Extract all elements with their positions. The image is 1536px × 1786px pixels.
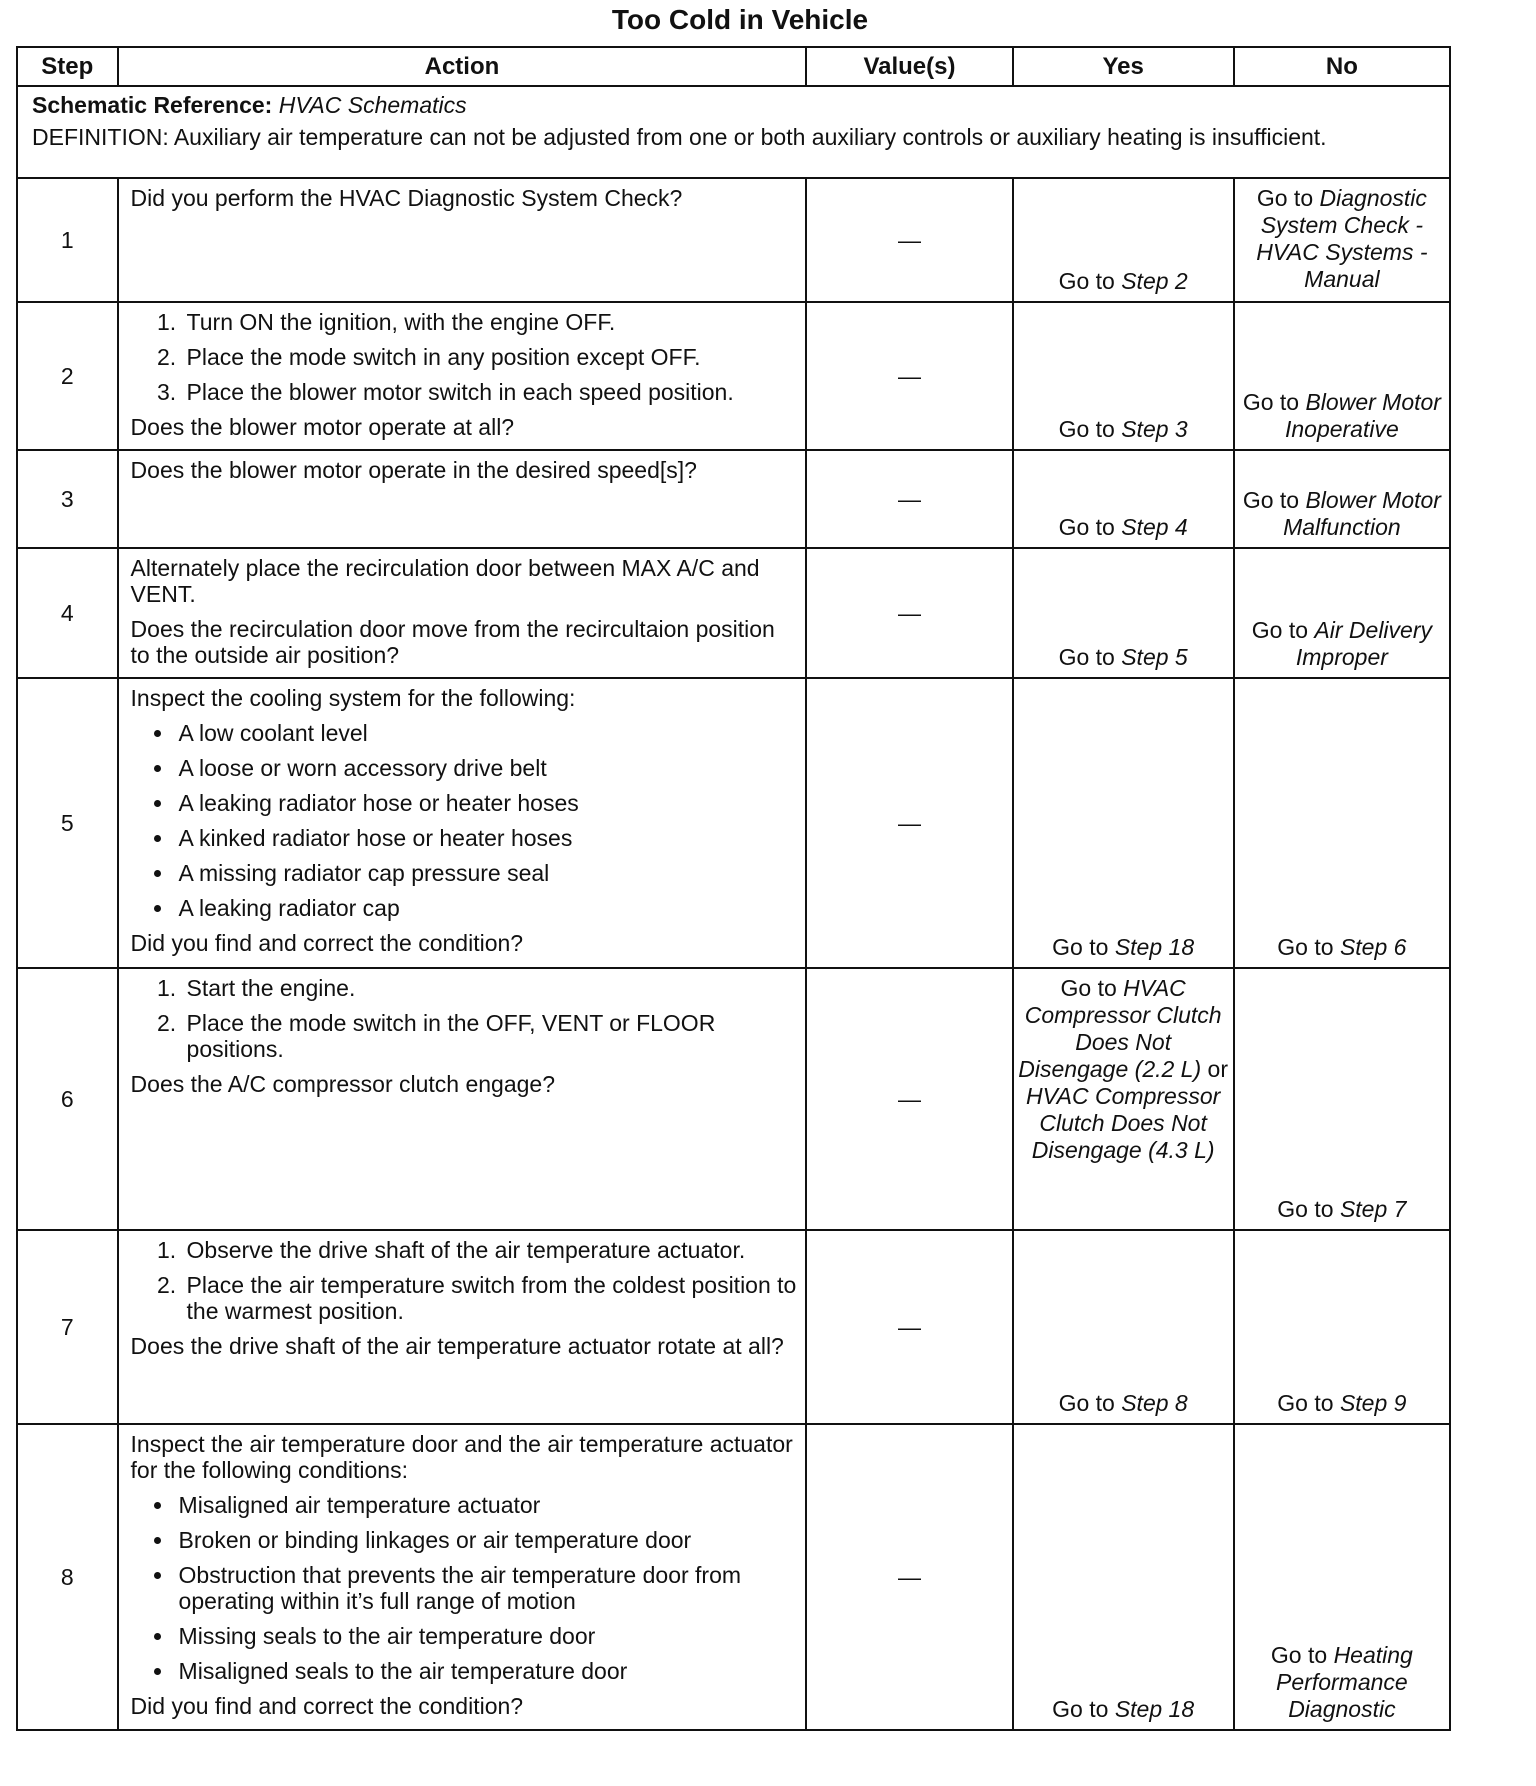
step-number: 6	[17, 968, 118, 1230]
action-cell	[118, 450, 807, 548]
action-intro: Inspect the air temperature door and the air temperature actuator for the following conditions:	[130, 1431, 793, 1483]
no-cell: Go to Air Delivery Improper	[1234, 548, 1450, 678]
action-item: 1. Start the engine.	[183, 975, 798, 1001]
header-step: Step	[17, 47, 118, 86]
diagnostic-table	[16, 46, 1451, 1731]
no-link: Step 6	[1339, 934, 1407, 960]
action-bullet: • A low coolant level	[175, 720, 798, 746]
action-bullet: • A loose or worn accessory drive belt	[175, 755, 798, 781]
action-item: 1. Observe the drive shaft of the air temperature actuator.	[183, 1237, 798, 1263]
no-link: Step 7	[1339, 1196, 1407, 1222]
action-item: 2. Place the air temperature switch from the coldest position to the warmest position.	[183, 1272, 798, 1324]
schematic-reference: HVAC Schematics	[278, 92, 467, 118]
yes-link: HVAC Compressor Clutch Does Not Disengage (2.2 L)	[1018, 975, 1222, 1082]
value-cell: —	[806, 968, 1012, 1230]
header-no: No	[1234, 47, 1450, 86]
header-action: Action	[118, 47, 807, 86]
action-cell	[118, 302, 807, 450]
no-cell: Go to Step 9	[1234, 1230, 1450, 1424]
action-bullet: • A leaking radiator hose or heater hoses	[175, 790, 798, 816]
yes-link: Step 8	[1121, 1390, 1188, 1416]
definition: DEFINITION: Auxiliary air temperature can not be adjusted from one or both auxiliary controls or auxiliary heating is insufficient.	[32, 124, 1327, 150]
action-item: 2. Place the mode switch in any position except OFF.	[183, 344, 798, 370]
value-cell: —	[806, 178, 1012, 302]
no-cell: Go to Diagnostic System Check - HVAC Systems - Manual	[1234, 178, 1450, 302]
value-cell: —	[806, 450, 1012, 548]
yes-cell: Go to Step 8	[1013, 1230, 1234, 1424]
header-row	[17, 47, 1450, 86]
value-cell: —	[806, 1230, 1012, 1424]
yes-link-2: HVAC Compressor Clutch Does Not Disengage (4.3 L)	[1026, 1083, 1221, 1163]
schematic-row	[17, 86, 1450, 178]
yes-cell: Go to Step 5	[1013, 548, 1234, 678]
action-bullet: • A missing radiator cap pressure seal	[175, 860, 798, 886]
action-cell	[118, 548, 807, 678]
step-number: 2	[17, 302, 118, 450]
value-cell: —	[806, 548, 1012, 678]
yes-cell: Go to HVAC Compressor Clutch Does Not Disengage (2.2 L) or HVAC Compressor Clutch Does Not Disengage (4.3 L)	[1013, 968, 1234, 1230]
value-cell: —	[806, 302, 1012, 450]
no-link: Diagnostic System Check - HVAC Systems - Manual	[1256, 185, 1428, 292]
table-row	[17, 302, 1450, 450]
header-yes: Yes	[1013, 47, 1234, 86]
yes-link: Step 18	[1114, 1696, 1195, 1722]
table-row	[17, 1230, 1450, 1424]
action-item: 1. Turn ON the ignition, with the engine OFF.	[183, 309, 798, 335]
action-intro: Alternately place the recirculation door between MAX A/C and VENT.	[130, 555, 760, 607]
step-number: 8	[17, 1424, 118, 1730]
no-cell: Go to Heating Performance Diagnostic	[1234, 1424, 1450, 1730]
action-bullet: • Obstruction that prevents the air temperature door from operating within it’s full range of motion	[175, 1562, 798, 1614]
step-number: 4	[17, 548, 118, 678]
no-cell: Go to Blower Motor Malfunction	[1234, 450, 1450, 548]
table-row	[17, 548, 1450, 678]
step-number: 1	[17, 178, 118, 302]
yes-link: Step 3	[1121, 416, 1188, 442]
action-bullet: • A leaking radiator cap	[175, 895, 798, 921]
action-question: Does the blower motor operate at all?	[130, 414, 515, 440]
step-number: 7	[17, 1230, 118, 1424]
action-cell	[118, 968, 807, 1230]
table-row	[17, 178, 1450, 302]
no-link: Heating Performance Diagnostic	[1276, 1642, 1413, 1722]
yes-cell: Go to Step 3	[1013, 302, 1234, 450]
action-item: 2. Place the mode switch in the OFF, VENT or FLOOR positions.	[183, 1010, 798, 1062]
no-link: Step 9	[1339, 1390, 1407, 1416]
step-number: 5	[17, 678, 118, 968]
action-bullet: • Missing seals to the air temperature door	[175, 1623, 798, 1649]
action-question: Does the drive shaft of the air temperature actuator rotate at all?	[130, 1333, 784, 1359]
no-cell: Go to Step 6	[1234, 678, 1450, 968]
action-bullet: • Broken or binding linkages or air temperature door	[175, 1527, 798, 1553]
no-link: Blower Motor Inoperative	[1284, 389, 1441, 442]
action-cell	[118, 678, 807, 968]
action-bullet: • A kinked radiator hose or heater hoses	[175, 825, 798, 851]
yes-cell: Go to Step 4	[1013, 450, 1234, 548]
yes-link: Step 5	[1121, 644, 1188, 670]
yes-cell: Go to Step 2	[1013, 178, 1234, 302]
no-link: Air Delivery Improper	[1295, 617, 1432, 670]
yes-cell: Go to Step 18	[1013, 678, 1234, 968]
value-cell: —	[806, 678, 1012, 968]
action-question: Does the recirculation door move from the recircultaion position to the outside air position?	[130, 616, 775, 668]
step-number: 3	[17, 450, 118, 548]
action-question: Does the blower motor operate in the desired speed[s]?	[130, 457, 697, 483]
table-row	[17, 1424, 1450, 1730]
action-cell	[118, 1424, 807, 1730]
action-intro: Inspect the cooling system for the following:	[130, 685, 576, 711]
action-question: Did you perform the HVAC Diagnostic System Check?	[130, 185, 683, 211]
action-cell	[118, 178, 807, 302]
no-link: Blower Motor Malfunction	[1283, 487, 1441, 540]
action-cell	[118, 1230, 807, 1424]
action-item: 3. Place the blower motor switch in each speed position.	[183, 379, 798, 405]
value-cell: —	[806, 1424, 1012, 1730]
table-row	[17, 450, 1450, 548]
yes-link: Step 4	[1121, 514, 1188, 540]
action-question: Did you find and correct the condition?	[130, 1693, 524, 1719]
schematic-label: Schematic Reference:	[32, 92, 273, 118]
action-bullet: • Misaligned seals to the air temperature door	[175, 1658, 798, 1684]
yes-link: Step 2	[1121, 268, 1188, 294]
no-cell: Go to Blower Motor Inoperative	[1234, 302, 1450, 450]
schematic-cell	[17, 86, 1450, 178]
page-title: Too Cold in Vehicle	[611, 4, 869, 35]
action-question: Does the A/C compressor clutch engage?	[130, 1071, 556, 1097]
yes-link: Step 18	[1114, 934, 1195, 960]
table-row	[17, 968, 1450, 1230]
header-values: Value(s)	[806, 47, 1012, 86]
no-cell: Go to Step 7	[1234, 968, 1450, 1230]
table-row	[17, 678, 1450, 968]
action-question: Did you find and correct the condition?	[130, 930, 524, 956]
yes-cell: Go to Step 18	[1013, 1424, 1234, 1730]
action-bullet: • Misaligned air temperature actuator	[175, 1492, 798, 1518]
